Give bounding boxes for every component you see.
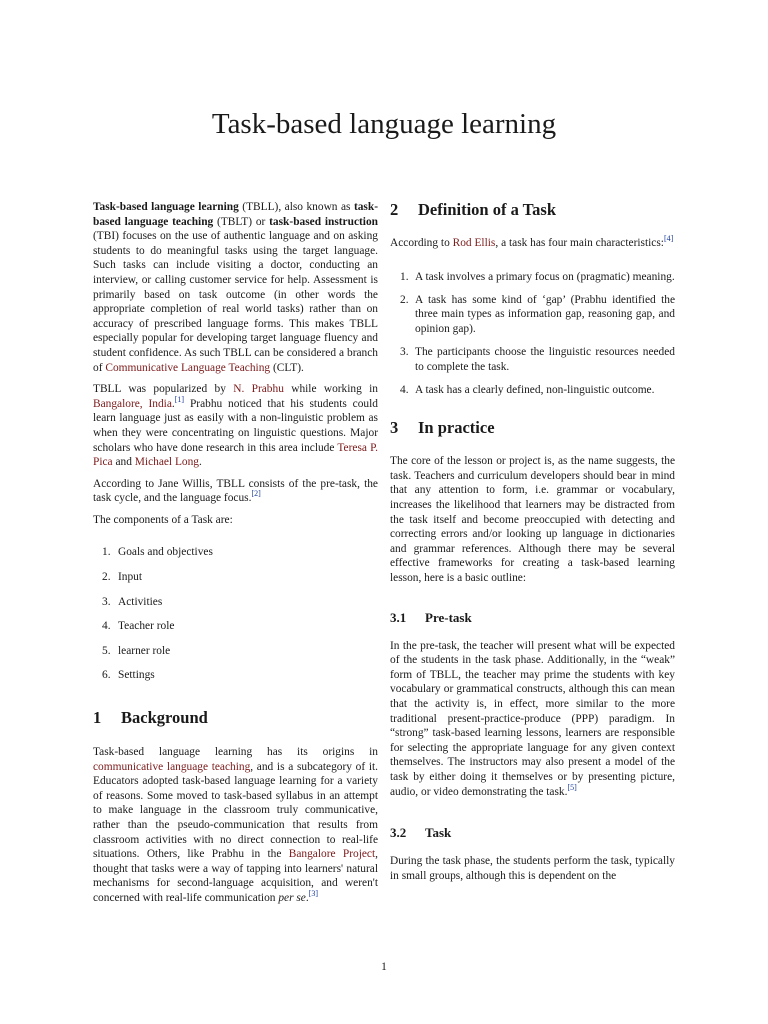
term-tblt: task-based language teaching	[93, 201, 378, 228]
link-teresa-pica[interactable]: Teresa P. Pica	[93, 441, 378, 469]
citation-1[interactable]: [1]	[174, 394, 185, 404]
page-number: 1	[381, 961, 387, 973]
link-rod-ellis[interactable]: Rod Ellis	[452, 237, 496, 249]
link-n-prabhu[interactable]: N. Prabhu	[233, 383, 284, 396]
component-item-number: 1.	[102, 546, 111, 559]
component-item-number: 2.	[102, 571, 111, 584]
characteristics-list	[390, 270, 675, 398]
popularized-paragraph: TBLL was popularized by N. Prabhu while working in Bangalore, India.[1] Prabhu noticed that his students could learn language just as easily with a non-linguistic problem as when they were concentrating on linguistic questions. Major scholars who have done research in this area include Teresa P. Pica and Michael Long.	[93, 383, 378, 469]
component-item	[102, 595, 378, 610]
characteristic-item-number: 1.	[400, 270, 409, 283]
component-item-text: Input	[118, 571, 143, 584]
citation-5[interactable]: [5]	[567, 782, 577, 792]
component-item	[102, 545, 378, 560]
page-title: Task-based language learning	[211, 108, 557, 140]
intro-paragraph: Task-based language learning (TBLL), also known as task-based language teaching (TBLT) or task-based instruction (TBI) focuses on the use of authentic language and on asking students to do meaningful tasks using the target language. Such tasks can include visiting a doctor, conducting an interview, or calling customer service for help. Assessment is primarily based on task outcome (in other words the appropriate completion of real world tasks) rather than on accuracy of prescribed language forms. This makes TBLL especially popular for developing target language fluency and student confidence. As such TBLL can be considered a branch of Communicative Language Teaching (CLT).	[93, 201, 378, 374]
in-practice-paragraph: The core of the lesson or project is, as the name suggests, the task. Teachers and curriculum developers should bear in mind that any attention to form, i.e. grammar or vocabulary, increases the likelihood that learners may be distracted from the task itself and become preoccupied with detecting and correcting errors and/or looking up language in dictionaries and grammar references. Although there may be several effective frameworks for creating a task-based learning lesson, here is a basic outline:	[390, 455, 675, 584]
characteristic-item-text: The participants choose the linguistic resources needed to complete the task.	[415, 345, 675, 373]
characteristic-item-text: A task has some kind of ‘gap’ (Prabhu identified the three main types as information gap, reasoning gap, and opinion gap).	[415, 293, 675, 335]
characteristic-item-number: 2.	[400, 293, 409, 306]
section-2-heading: 2 Definition of a Task	[390, 200, 556, 219]
component-item-number: 4.	[102, 620, 111, 633]
component-item	[102, 668, 378, 683]
section-3-1-heading: 3.1 Pre-task	[390, 609, 472, 625]
willis-paragraph: According to Jane Willis, TBLL consists of the pre-task, the task cycle, and the language focus.[2]	[93, 477, 378, 505]
characteristic-item-text: A task has a clearly defined, non-linguistic outcome.	[415, 383, 655, 396]
link-bangalore-india[interactable]: Bangalore, India	[93, 397, 172, 410]
section-3-heading: 3 In practice	[390, 418, 495, 438]
link-michael-long[interactable]: Michael Long	[134, 456, 199, 469]
definition-paragraph: According to Rod Ellis, a task has four main characteristics:[4]	[390, 234, 674, 249]
term-tbll: Task-based language learning	[93, 201, 239, 213]
citation-2[interactable]: [2]	[251, 489, 261, 499]
term-tbi: task-based instruction	[269, 215, 378, 228]
components-intro: The components of a Task are:	[93, 513, 233, 526]
components-list	[93, 545, 378, 683]
right-column	[390, 200, 675, 883]
characteristic-item-number: 3.	[400, 345, 409, 358]
characteristic-item	[390, 293, 675, 337]
characteristic-item	[390, 345, 675, 374]
citation-3[interactable]: [3]	[308, 889, 319, 899]
component-item-number: 6.	[102, 669, 111, 682]
characteristic-item-number: 4.	[400, 383, 409, 396]
task-paragraph: During the task phase, the students perform the task, typically in small groups, although this is dependent on the	[390, 855, 675, 882]
component-item-text: Goals and objectives	[118, 546, 213, 559]
component-item-text: Teacher role	[118, 620, 175, 633]
section-1-heading: 1 Background	[93, 708, 208, 728]
pre-task-paragraph: In the pre-task, the teacher will present what will be expected of the students in the task phase. Additionally, in the “weak” form of TBLL, the teacher may prime the students with key vocabulary or grammatical constructs, although this can mean that the activity is, in effect, more similar to the more traditional present-practice-produce (PPP) paradigm. In “strong” task-based learning lessons, learners are responsible for selecting the appropriate language for any given context themselves. The instructors may also present a model of the task by either doing it themselves or by presenting picture, audio, or video demonstrating the task.[5]	[390, 639, 675, 798]
characteristic-item-text: A task involves a primary focus on (pragmatic) meaning.	[415, 270, 675, 283]
characteristic-item	[390, 270, 675, 285]
component-item	[102, 644, 378, 659]
component-item-text: learner role	[118, 644, 171, 657]
component-item-text: Activities	[118, 595, 163, 608]
left-column	[93, 200, 378, 906]
link-communicative-language-teaching-lc[interactable]: communicative language teaching	[93, 760, 251, 773]
component-item-text: Settings	[118, 669, 155, 682]
section-3-2-heading: 3.2 Task	[390, 825, 452, 841]
link-bangalore-project[interactable]: Bangalore Project	[288, 848, 376, 861]
component-item-number: 3.	[102, 595, 111, 608]
component-item-number: 5.	[102, 644, 111, 657]
background-paragraph: Task-based language learning has its origins in communicative language teaching, and is a subcategory of it. Educators adopted task-based language learning for a variety of reasons. Some moved to task-based syllabus in an attempt to make language in the classroom truly communicative, rather than the pseudo-communication that results from classroom activities with no direct connection to real-life situations. Others, like Prabhu in the Bangalore Project, thought that tasks were a way of tapping into learners' natural mechanisms for second-language acquisition, and weren't concerned with real-life communication per se.[3]	[93, 746, 379, 904]
characteristic-item	[390, 383, 675, 398]
component-item	[102, 619, 378, 634]
citation-4[interactable]: [4]	[663, 234, 674, 244]
component-item	[102, 570, 378, 585]
link-communicative-language-teaching[interactable]: Communicative Language Teaching	[105, 361, 271, 374]
